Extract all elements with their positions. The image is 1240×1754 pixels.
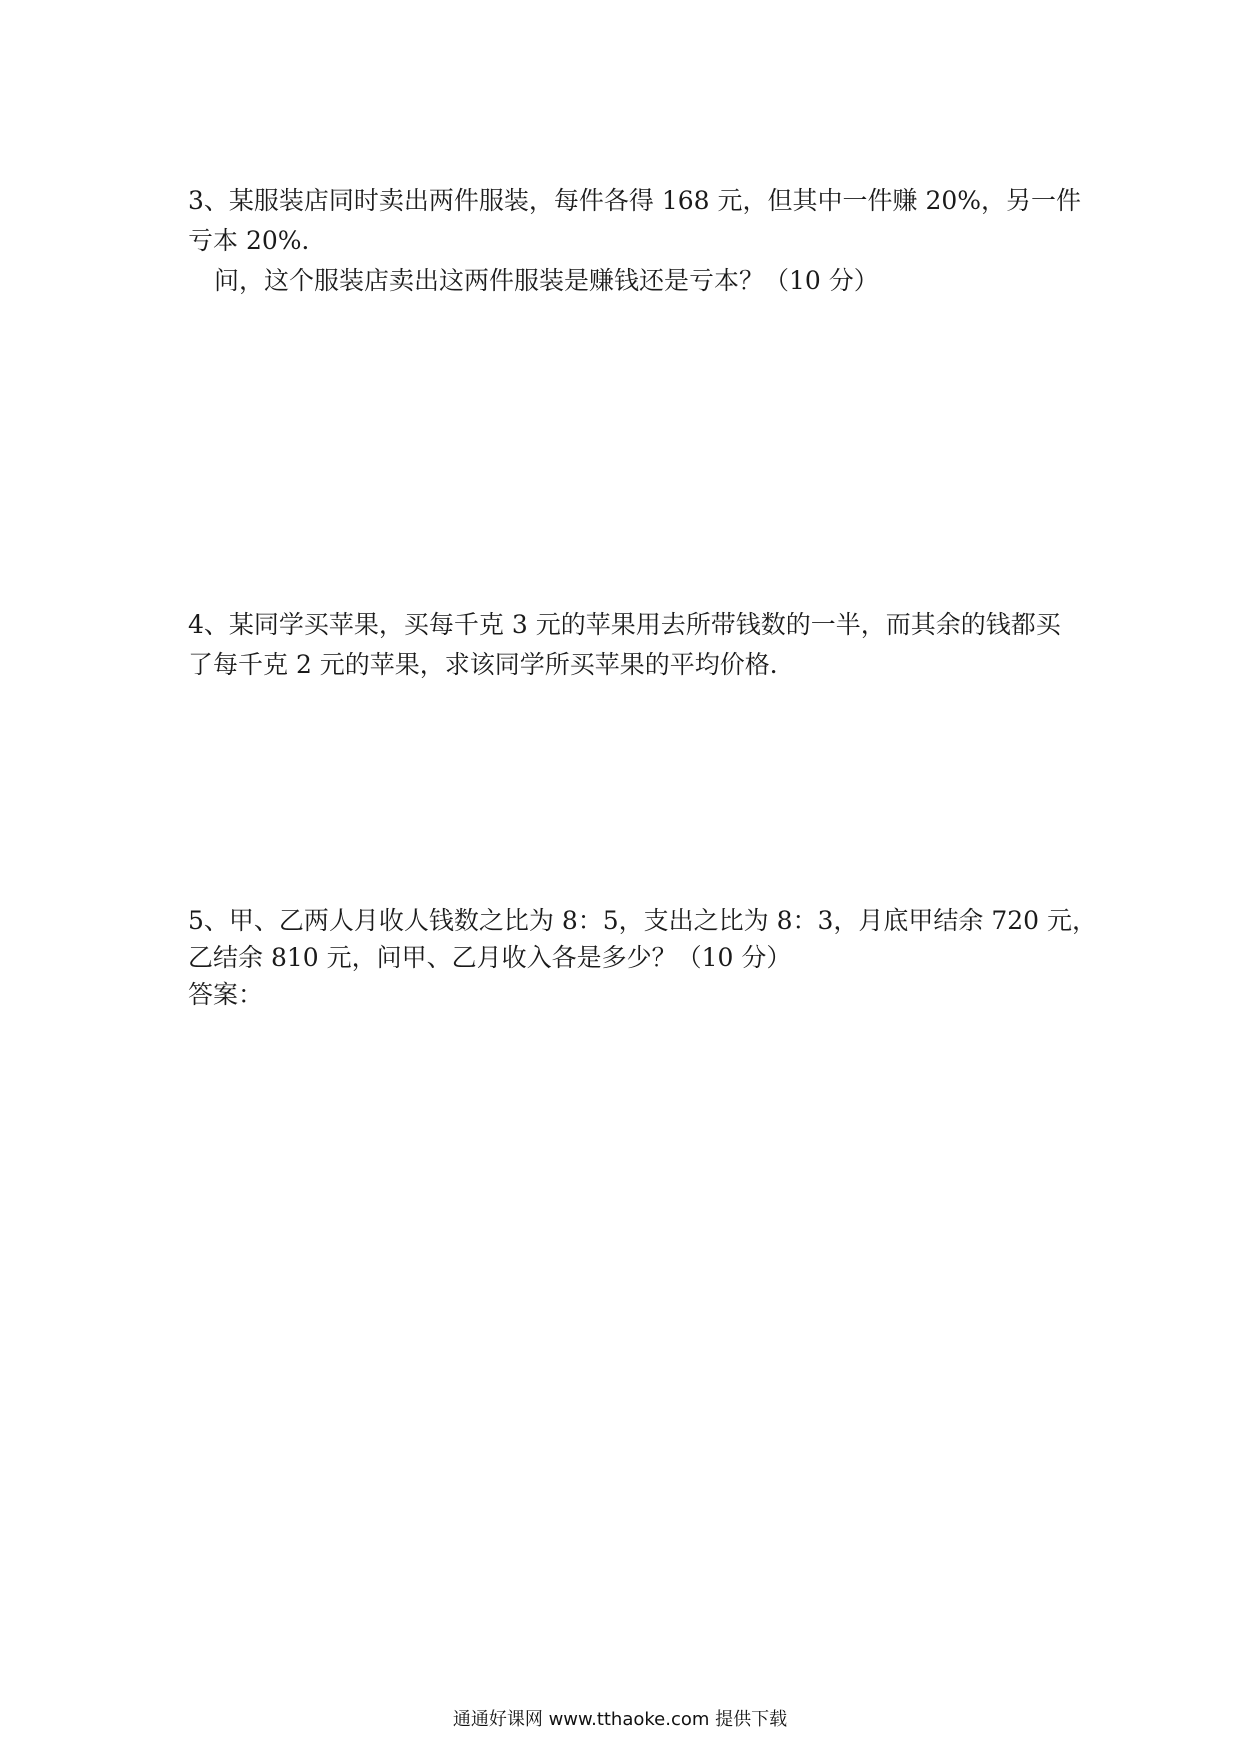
question-5-line-1: 5、甲、乙两人月收人钱数之比为 8：5，支出之比为 8：3，月底甲结余 720 元， xyxy=(188,906,1098,935)
question-4-line-1: 4、某同学买苹果，买每千克 3 元的苹果用去所带钱数的一半，而其余的钱都买 xyxy=(188,610,1061,639)
footer-credit: 通通好课网 www.tthaoke.com 提供下载 xyxy=(452,1709,788,1730)
question-3-line-3: 问，这个服装店卖出这两件服装是赚钱还是亏本？（10 分） xyxy=(214,266,879,295)
question-5-line-2: 乙结余 810 元，问甲、乙月收入各是多少？（10 分） xyxy=(188,943,792,972)
question-4-line-2: 了每千克 2 元的苹果，求该同学所买苹果的平均价格． xyxy=(188,650,795,679)
answer-label: 答案： xyxy=(188,980,264,1009)
question-3-line-2: 亏本 20%． xyxy=(188,226,327,255)
question-3-line-1: 3、某服装店同时卖出两件服装，每件各得 168 元，但其中一件赚 20%，另一件 xyxy=(188,186,1082,215)
